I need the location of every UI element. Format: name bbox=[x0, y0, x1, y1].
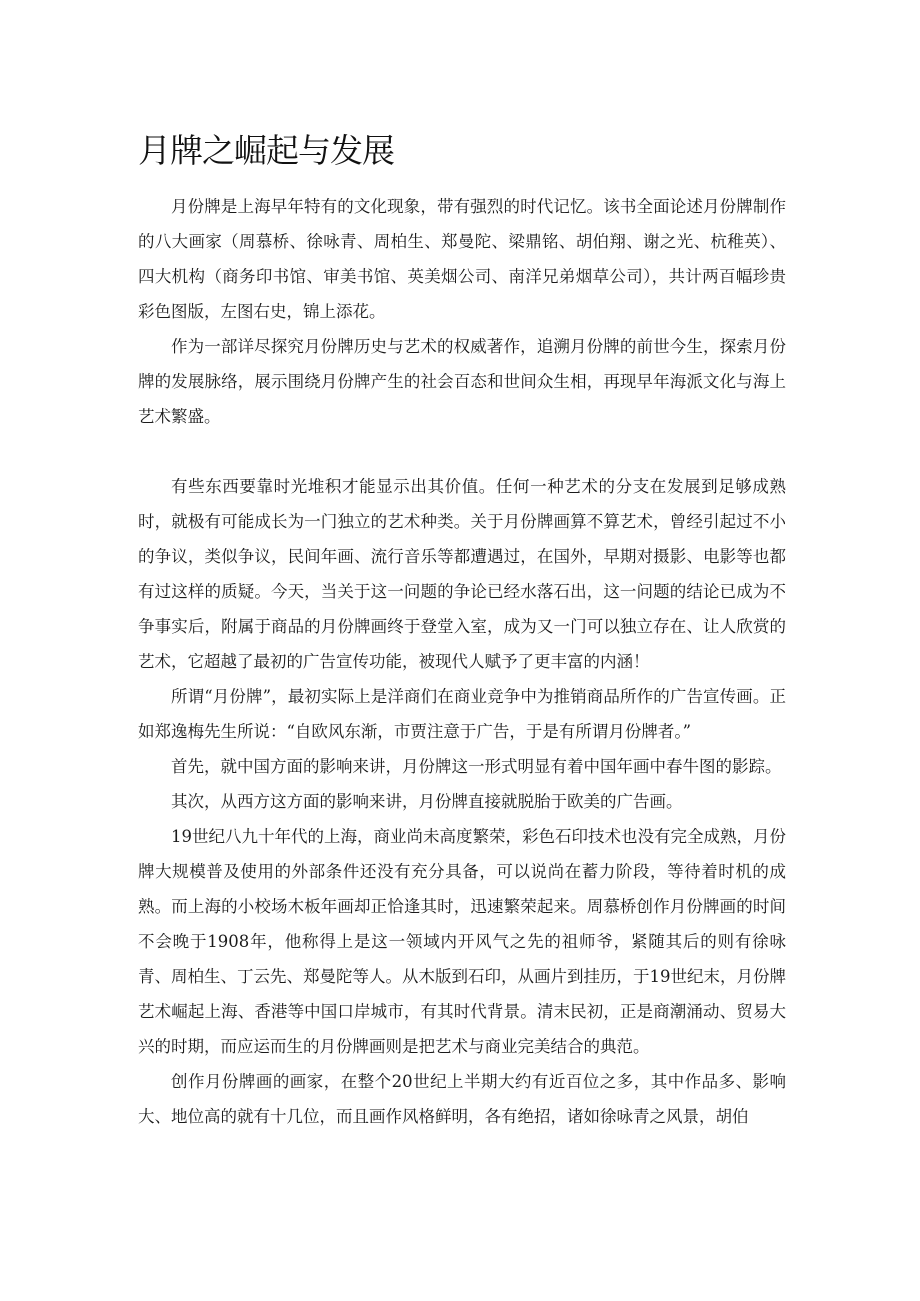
body-paragraph-1: 有些东西要靠时光堆积才能显示出其价值。任何一种艺术的分支在发展到足够成熟时，就极有可能成长为一门独立的艺术种类。关于月份牌画算不算艺术，曾经引起过不小的争议，类似争议，民间年画、流行音乐等都遭遇过，在国外，早期对摄影、电影等也都有过这样的质疑。今天，当关于这一问题的争论已经水落石出，这一问题的结论已成为不争事实后，附属于商品的月份牌画终于登堂入室，成为又一门可以独立存在、让人欣赏的艺术，它超越了最初的广告宣传功能，被现代人赋予了更丰富的内涵！ bbox=[138, 477, 786, 671]
body-paragraph-6: 创作月份牌画的画家，在整个20世纪上半期大约有近百位之多，其中作品多、影响大、地位高的就有十几位，而且画作风格鲜明，各有绝招，诸如徐咏青之风景，胡伯 bbox=[138, 1072, 786, 1126]
section-gap bbox=[138, 434, 786, 469]
body-paragraph-5: 19世纪八九十年代的上海，商业尚未高度繁荣，彩色石印技术也没有完全成熟，月份牌大规模普及使用的外部条件还没有充分具备，可以说尚在蓄力阶段，等待着时机的成熟。而上海的小校场木板年画却正恰逢其时，迅速繁荣起来。周慕桥创作月份牌画的时间不会晚于1908年，他称得上是这一领域内开风气之先的祖师爷，紧随其后的则有徐咏青、周柏生、丁云先、郑曼陀等人。从木版到石印，从画片到挂历，于19世纪末，月份牌艺术崛起上海、香港等中国口岸城市，有其时代背景。清末民初，正是商潮涌动、贸易大兴的时期，而应运而生的月份牌画则是把艺术与商业完美结合的典范。 bbox=[138, 827, 786, 1056]
intro-paragraph-1: 月份牌是上海早年特有的文化现象，带有强烈的时代记忆。该书全面论述月份牌制作的八大画家（周慕桥、徐咏青、周柏生、郑曼陀、梁鼎铭、胡伯翔、谢之光、杭稚英）、四大机构（商务印书馆、审美书馆、英美烟公司、南洋兄弟烟草公司），共计两百幅珍贵彩色图版，左图右史，锦上添花。 bbox=[138, 197, 786, 321]
body-paragraph-3: 首先，就中国方面的影响来讲，月份牌这一形式明显有着中国年画中春牛图的影踪。 bbox=[171, 757, 782, 776]
body-paragraph-4: 其次，从西方这方面的影响来讲，月份牌直接就脱胎于欧美的广告画。 bbox=[171, 792, 683, 811]
document-title: 月牌之崛起与发展 bbox=[138, 131, 394, 170]
body-paragraph-2: 所谓“月份牌”，最初实际上是洋商们在商业竞争中为推销商品所作的广告宣传画。正如郑逸梅先生所说：“自欧风东渐，市贾注意于广告，于是有所谓月份牌者。” bbox=[138, 687, 786, 741]
document-body bbox=[138, 189, 786, 1134]
intro-paragraph-2: 作为一部详尽探究月份牌历史与艺术的权威著作，追溯月份牌的前世今生，探索月份牌的发展脉络，展示围绕月份牌产生的社会百态和世间众生相，再现早年海派文化与海上艺术繁盛。 bbox=[138, 337, 786, 426]
